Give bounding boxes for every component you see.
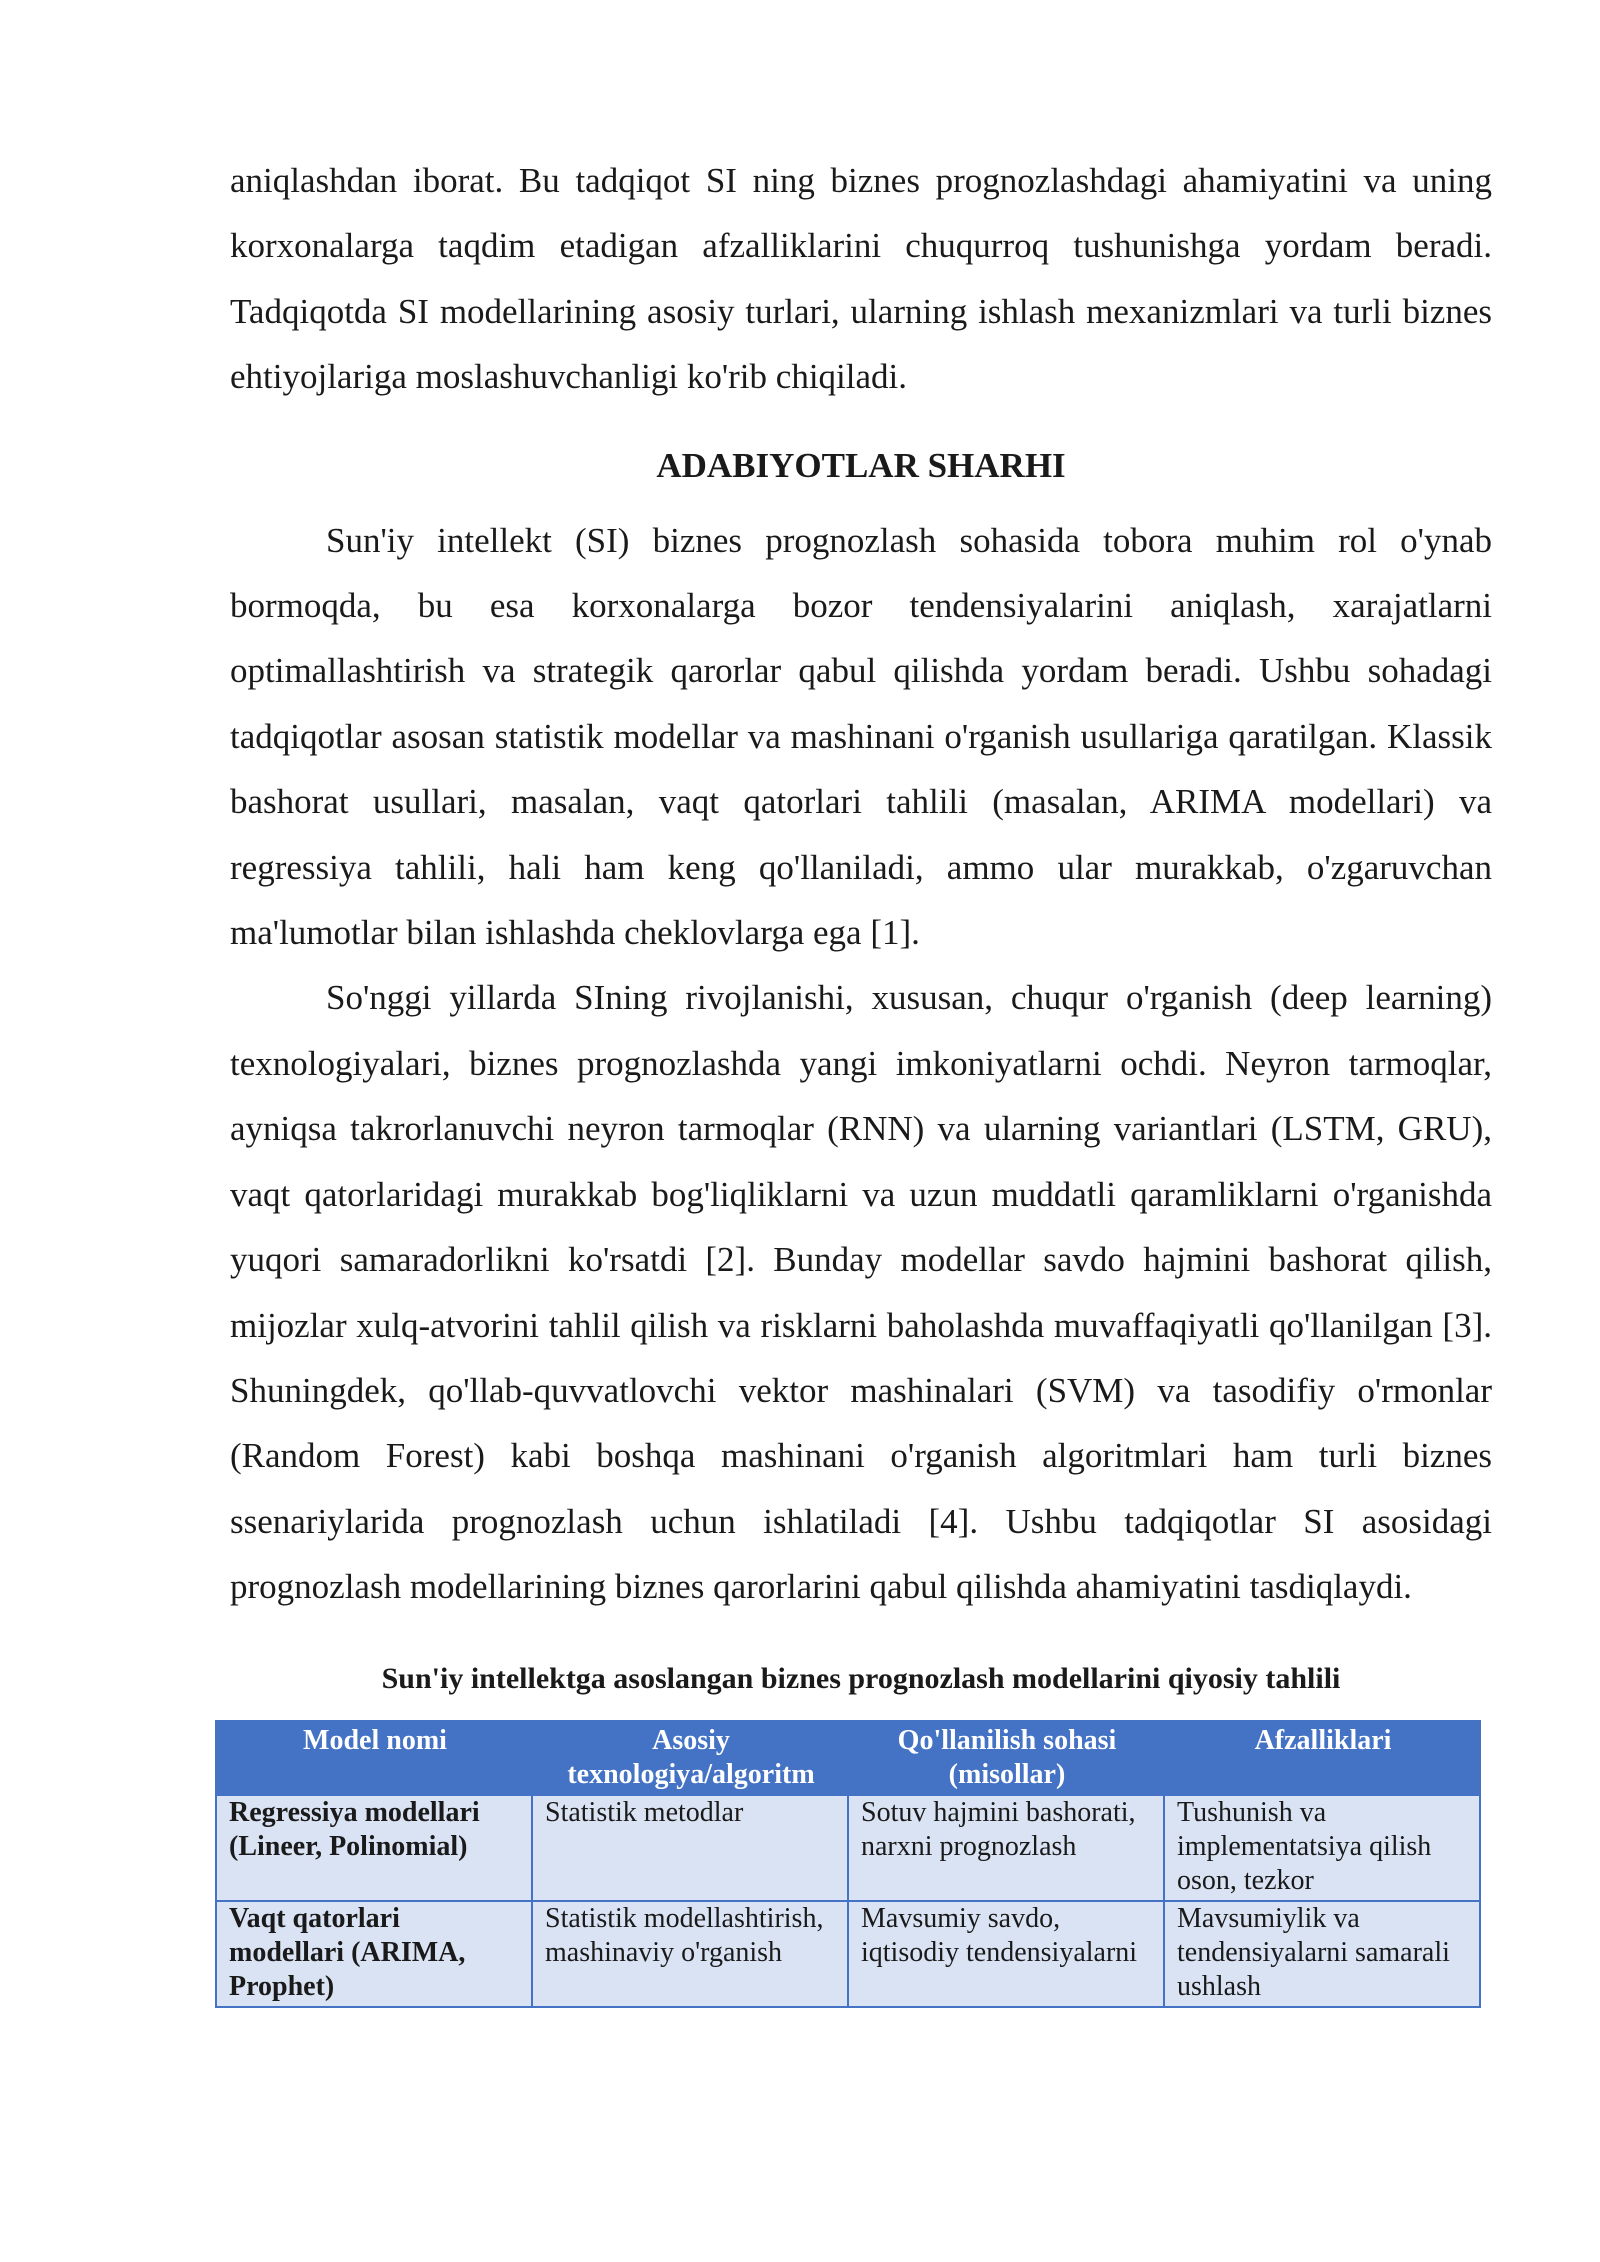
table-cell-model-name: Vaqt qatorlari modellari (ARIMA, Prophet)	[216, 1901, 532, 2007]
table-cell-application: Sotuv hajmini bashorati, narxni prognozlash	[848, 1795, 1164, 1901]
column-header-advantages: Afzalliklari	[1164, 1721, 1480, 1795]
comparison-table	[215, 1720, 1481, 2008]
table-cell-advantages: Tushunish va implementatsiya qilish oson, tezkor	[1164, 1795, 1480, 1901]
table-caption: Sun'iy intellektga asoslangan biznes prognozlash modellarini qiyosiy tahlili	[381, 1661, 1341, 1695]
table-cell-advantages: Mavsumiylik va tendensiyalarni samarali ushlash	[1164, 1901, 1480, 2007]
table-cell-application: Mavsumiy savdo, iqtisodiy tendensiyalarni	[848, 1901, 1164, 2007]
table-cell-model-name: Regressiya modellari (Lineer, Polinomial)	[216, 1795, 532, 1901]
table-cell-technology: Statistik modellashtirish, mashinaviy o'rganish	[532, 1901, 848, 2007]
column-header-model-name: Model nomi	[216, 1721, 532, 1795]
body-paragraph-2: So'nggi yillarda SIning rivojlanishi, xususan, chuqur o'rganish (deep learning) texnologiyalari, biznes prognozlashda yangi imkoniyatlarni ochdi. Neyron tarmoqlar, ayniqsa takrorlanuvchi neyron tarmoqlar (RNN) va ularning variantlari (LSTM, GRU), vaqt qatorlaridagi murakkab bog'liqliklarni va uzun muddatli qaramliklarni o'rganishda yuqori samaradorlikni ko'rsatdi [2]. Bunday modellar savdo hajmini bashorat qilish, mijozlar xulq-atvorini tahlil qilish va risklarni baholashda muvaffaqiyatli qo'llanilgan [3]. Shuningdek, qo'llab-quvvatlovchi vektor mashinalari (SVM) va tasodifiy o'rmonlar (Random Forest) kabi boshqa mashinani o'rganish algoritmlari ham turli biznes ssenariylarida prognozlash uchun ishlatiladi [4]. Ushbu tadqiqotlar SI asosidagi prognozlash modellarining biznes qarorlarini qabul qilishda ahamiyatini tasdiqlaydi.	[230, 978, 1492, 1607]
table-cell-technology: Statistik metodlar	[532, 1795, 848, 1901]
section-heading: ADABIYOTLAR SHARHI	[656, 445, 1066, 485]
intro-paragraph: aniqlashdan iborat. Bu tadqiqot SI ning biznes prognozlashdagi ahamiyatini va uning korxonalarga taqdim etadigan afzalliklarini chuqurroq tushunishga yordam beradi. Tadqiqotda SI modellarining asosiy turlari, ularning ishlash mexanizmlari va turli biznes ehtiyojlariga moslashuvchanligi ko'rib chiqiladi.	[230, 161, 1492, 397]
page-content	[230, 148, 1492, 2008]
column-header-technology: Asosiy texnologiya/algoritm	[532, 1721, 848, 1795]
table-row	[216, 1795, 1480, 1901]
table-row	[216, 1901, 1480, 2007]
body-paragraph-1: Sun'iy intellekt (SI) biznes prognozlash sohasida tobora muhim rol o'ynab bormoqda, bu esa korxonalarga bozor tendensiyalarini aniqlash, xarajatlarni optimallashtirish va strategik qarorlar qabul qilishda yordam beradi. Ushbu sohadagi tadqiqotlar asosan statistik modellar va mashinani o'rganish usullariga qaratilgan. Klassik bashorat usullari, masalan, vaqt qatorlari tahlili (masalan, ARIMA modellari) va regressiya tahlili, hali ham keng qo'llaniladi, ammo ular murakkab, o'zgaruvchan ma'lumotlar bilan ishlashda cheklovlarga ega [1].	[230, 520, 1492, 953]
table-header-row	[216, 1721, 1480, 1795]
column-header-application: Qo'llanilish sohasi (misollar)	[848, 1721, 1164, 1795]
